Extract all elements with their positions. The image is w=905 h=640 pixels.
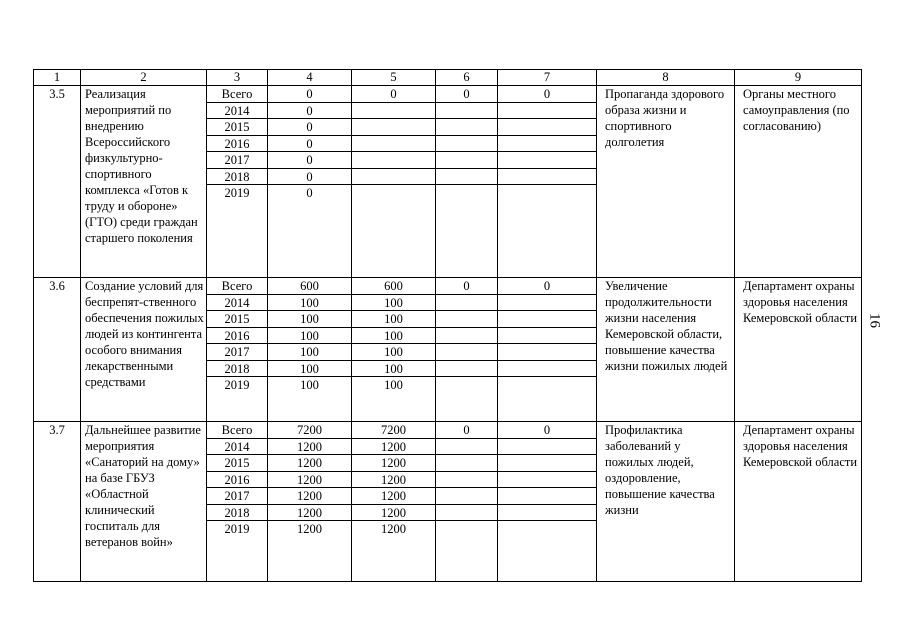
row-number: 3.7 bbox=[34, 422, 81, 582]
year-label: Всего bbox=[207, 278, 267, 295]
value: 1200 bbox=[352, 472, 435, 489]
header-cell: 2 bbox=[81, 70, 207, 86]
executor-cell: Органы местного самоуправления (по согласованию) bbox=[735, 86, 862, 278]
header-cell: 5 bbox=[352, 70, 436, 86]
value: 1200 bbox=[381, 522, 406, 536]
year-label: 2019 bbox=[224, 186, 250, 200]
value: 0 bbox=[268, 169, 351, 186]
year-label: 2018 bbox=[207, 505, 267, 522]
value: 1200 bbox=[268, 439, 351, 456]
col6-cell bbox=[436, 86, 498, 278]
year-label: 2015 bbox=[207, 119, 267, 136]
header-cell: 1 bbox=[34, 70, 81, 86]
value: 7200 bbox=[352, 422, 435, 439]
year-label: 2015 bbox=[207, 311, 267, 328]
col5-cell bbox=[352, 278, 436, 422]
value: 0 bbox=[498, 278, 596, 295]
executor-cell: Департамент охраны здоровья населения Кемеровской области bbox=[735, 422, 862, 582]
value: 1200 bbox=[268, 488, 351, 505]
value: 100 bbox=[268, 328, 351, 345]
table-row bbox=[34, 86, 862, 278]
year-label: 2014 bbox=[207, 103, 267, 120]
value: 1200 bbox=[268, 455, 351, 472]
value: 0 bbox=[268, 86, 351, 103]
years-cell bbox=[207, 278, 268, 422]
col7-cell bbox=[498, 278, 597, 422]
col4-cell bbox=[268, 86, 352, 278]
value: 0 bbox=[498, 86, 596, 103]
year-label: 2019 bbox=[224, 378, 250, 392]
table-row bbox=[34, 422, 862, 582]
year-label: 2014 bbox=[207, 295, 267, 312]
header-cell: 7 bbox=[498, 70, 597, 86]
header-row bbox=[34, 70, 862, 86]
year-label: 2017 bbox=[207, 344, 267, 361]
header-cell: 9 bbox=[735, 70, 862, 86]
year-label: 2016 bbox=[207, 136, 267, 153]
year-label: 2018 bbox=[207, 361, 267, 378]
result-cell: Пропаганда здорового образа жизни и спортивного долголетия bbox=[597, 86, 735, 278]
year-label: 2014 bbox=[207, 439, 267, 456]
value: 600 bbox=[268, 278, 351, 295]
value: 100 bbox=[352, 344, 435, 361]
value: 100 bbox=[352, 361, 435, 378]
value: 100 bbox=[384, 378, 403, 392]
year-label: Всего bbox=[207, 422, 267, 439]
year-label: 2017 bbox=[207, 152, 267, 169]
header-cell: 6 bbox=[436, 70, 498, 86]
value: 7200 bbox=[268, 422, 351, 439]
value: 100 bbox=[352, 311, 435, 328]
row-number: 3.6 bbox=[34, 278, 81, 422]
value: 0 bbox=[268, 152, 351, 169]
value: 100 bbox=[300, 378, 319, 392]
col5-cell bbox=[352, 422, 436, 582]
row-number: 3.5 bbox=[34, 86, 81, 278]
year-label: 2017 bbox=[207, 488, 267, 505]
table-row bbox=[34, 278, 862, 422]
value: 100 bbox=[268, 344, 351, 361]
row-name: Дальнейшее развитие мероприятия «Санаторий на дому» на базе ГБУЗ «Областной клинический госпиталь для ветеранов войн» bbox=[81, 422, 207, 582]
value: 0 bbox=[268, 136, 351, 153]
value: 0 bbox=[498, 422, 596, 439]
result-cell: Увеличение продолжительности жизни населения Кемеровской области, повышение качества жизни пожилых людей bbox=[597, 278, 735, 422]
result-cell: Профилактика заболеваний у пожилых людей, оздоровление, повышение качества жизни bbox=[597, 422, 735, 582]
value: 1200 bbox=[352, 488, 435, 505]
header-cell: 3 bbox=[207, 70, 268, 86]
value: 0 bbox=[306, 186, 313, 200]
value: 1200 bbox=[297, 522, 322, 536]
header-cell: 8 bbox=[597, 70, 735, 86]
value: 1200 bbox=[268, 472, 351, 489]
value: 0 bbox=[436, 86, 497, 103]
year-label: 2019 bbox=[224, 522, 250, 536]
col6-cell bbox=[436, 422, 498, 582]
program-table bbox=[33, 69, 862, 582]
value: 1200 bbox=[352, 505, 435, 522]
col7-cell bbox=[498, 86, 597, 278]
value: 0 bbox=[352, 86, 435, 103]
value: 0 bbox=[268, 119, 351, 136]
header-cell: 4 bbox=[268, 70, 352, 86]
year-label: Всего bbox=[207, 86, 267, 103]
value: 0 bbox=[436, 278, 497, 295]
years-cell bbox=[207, 86, 268, 278]
value: 100 bbox=[268, 295, 351, 312]
value: 100 bbox=[268, 361, 351, 378]
years-cell bbox=[207, 422, 268, 582]
col6-cell bbox=[436, 278, 498, 422]
value: 0 bbox=[268, 103, 351, 120]
year-label: 2016 bbox=[207, 472, 267, 489]
page-number: 16 bbox=[866, 313, 883, 328]
row-name: Создание условий для беспрепят-ственного обеспечения пожилых людей из контингента особого внимания лекарственными средствами bbox=[81, 278, 207, 422]
col4-cell bbox=[268, 278, 352, 422]
value: 0 bbox=[436, 422, 497, 439]
year-label: 2018 bbox=[207, 169, 267, 186]
year-label: 2015 bbox=[207, 455, 267, 472]
executor-cell: Департамент охраны здоровья населения Кемеровской области bbox=[735, 278, 862, 422]
col7-cell bbox=[498, 422, 597, 582]
value: 100 bbox=[352, 328, 435, 345]
value: 100 bbox=[268, 311, 351, 328]
col5-cell bbox=[352, 86, 436, 278]
value: 1200 bbox=[352, 439, 435, 456]
value: 600 bbox=[352, 278, 435, 295]
value: 1200 bbox=[352, 455, 435, 472]
value: 100 bbox=[352, 295, 435, 312]
value: 1200 bbox=[268, 505, 351, 522]
col4-cell bbox=[268, 422, 352, 582]
year-label: 2016 bbox=[207, 328, 267, 345]
row-name: Реализация мероприятий по внедрению Всероссийского физкультурно-спортивного комплекса «Готов к труду и обороне» (ГТО) среди граждан старшего поколения bbox=[81, 86, 207, 278]
